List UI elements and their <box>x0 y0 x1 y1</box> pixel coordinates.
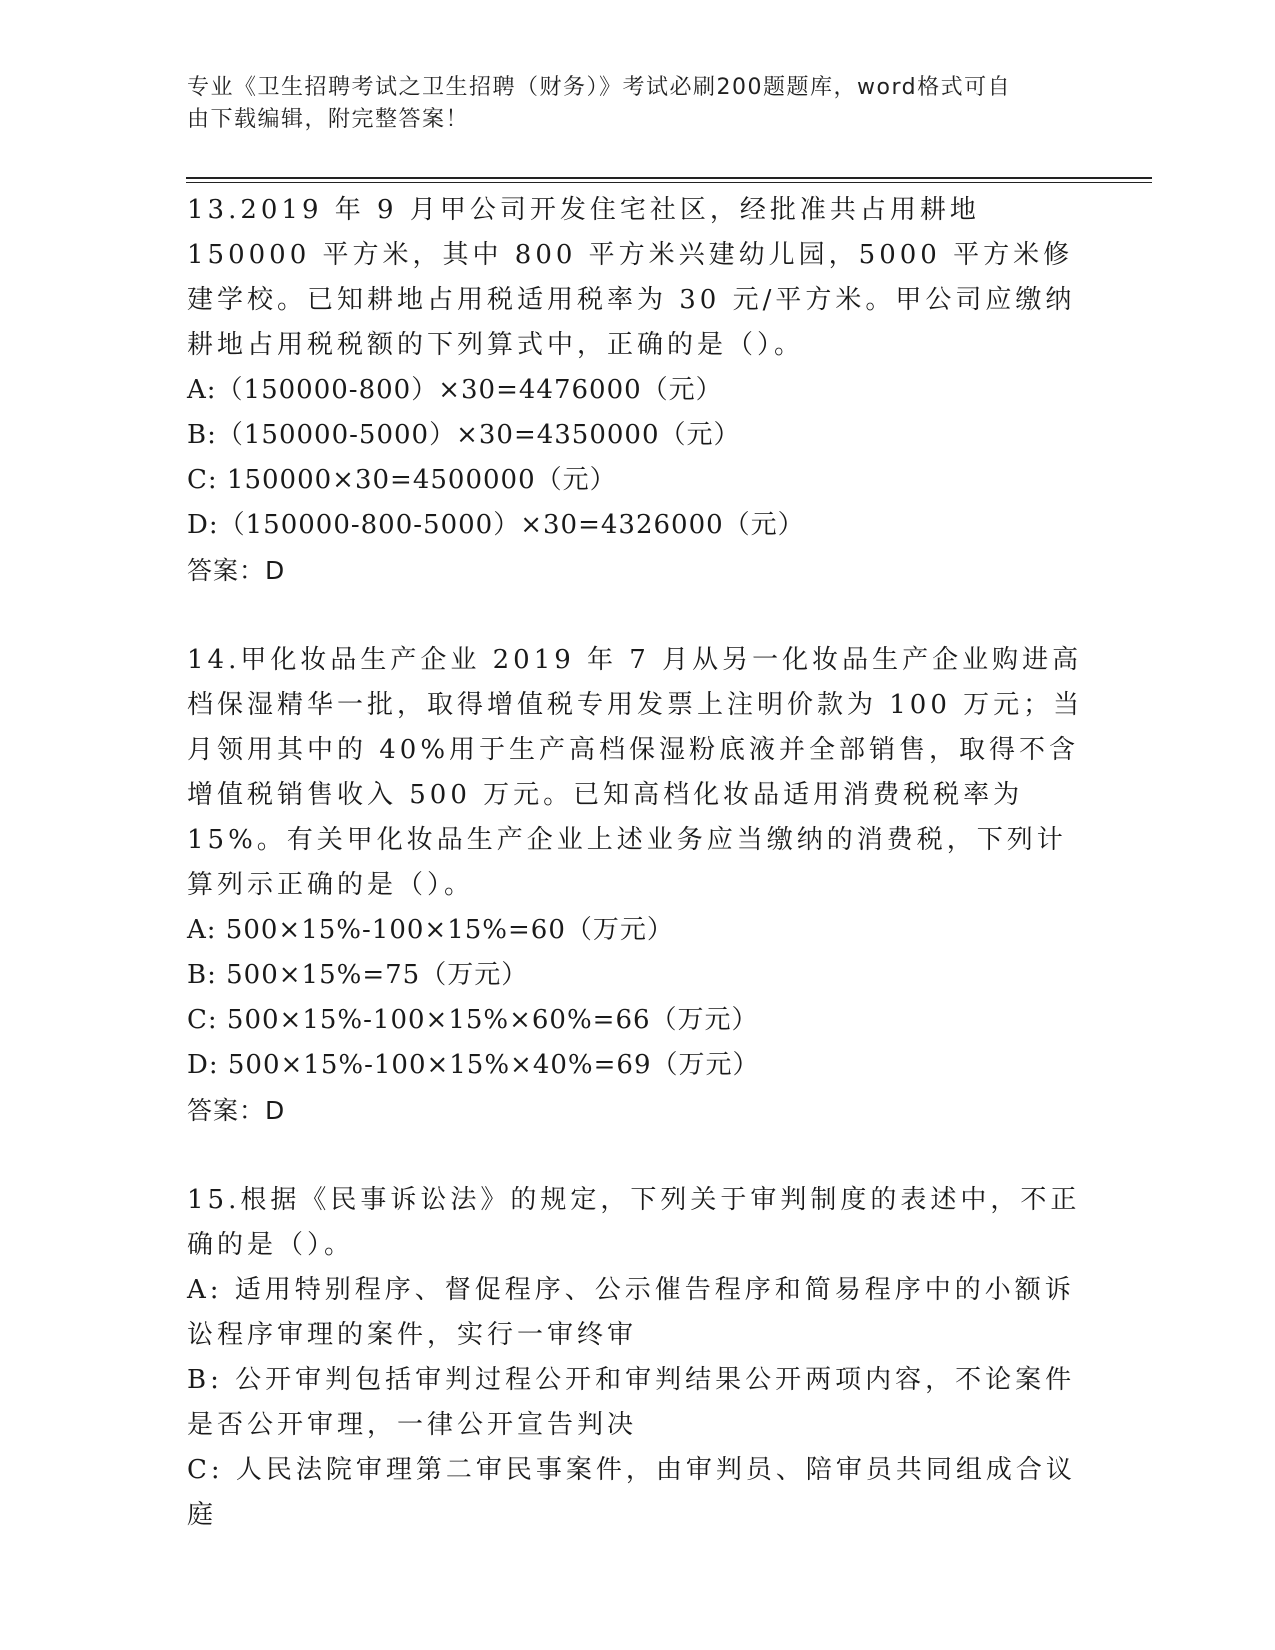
question-14 <box>187 638 1087 1133</box>
option-a: A: 500×15%-100×15%=60（万元） <box>187 915 674 945</box>
question-text: 13.2019 年 9 月甲公司开发住宅社区，经批准共占用耕地 150000 平方米，其中 800 平方米兴建幼儿园，5000 平方米修建学校。已知耕地占用税适用税率为 30 元/平方米。甲公司应缴纳耕地占用税税额的下列算式中，正确的是（）。 <box>187 195 1076 360</box>
option-b: B: 公开审判包括审判过程公开和审判结果公开两项内容，不论案件是否公开审理，一律公开宣告判决 <box>187 1365 1076 1440</box>
header-rule-thick <box>186 177 1152 179</box>
option-c: C: 人民法院审理第二审民事案件，由审判员、陪审员共同组成合议庭 <box>187 1455 1076 1530</box>
question-15 <box>187 1178 1087 1538</box>
question-text: 14.甲化妆品生产企业 2019 年 7 月从另一化妆品生产企业购进高档保湿精华一批，取得增值税专用发票上注明价款为 100 万元；当月领用其中的 40%用于生产高档保湿粉底液并全部销售，取得不含增值税销售收入 500 万元。已知高档化妆品适用消费税税率为 15%。有关甲化妆品生产企业上述业务应当缴纳的消费税，下列计算列示正确的是（）。 <box>187 645 1084 900</box>
document-header <box>187 72 1067 136</box>
option-c: C: 150000×30=4500000（元） <box>187 465 617 495</box>
header-line-2: 由下载编辑，附完整答案！ <box>187 107 470 132</box>
option-b: B: 500×15%=75（万元） <box>187 960 529 990</box>
option-d: D: 500×15%-100×15%×40%=69（万元） <box>187 1050 760 1080</box>
question-text: 15.根据《民事诉讼法》的规定，下列关于审判制度的表述中，不正确的是（）。 <box>187 1185 1081 1260</box>
option-a: A:（150000-800）×30=4476000（元） <box>187 375 723 405</box>
question-spacer <box>187 1133 1087 1178</box>
question-list <box>187 188 1087 1538</box>
option-a: A: 适用特别程序、督促程序、公示催告程序和简易程序中的小额诉讼程序审理的案件，实行一审终审 <box>187 1275 1075 1350</box>
answer-line: 答案：D <box>187 556 286 585</box>
option-b: B:（150000-5000）×30=4350000（元） <box>187 420 741 450</box>
header-rule-thin <box>186 182 1152 183</box>
option-d: D:（150000-800-5000）×30=4326000（元） <box>187 510 805 540</box>
option-c: C: 500×15%-100×15%×60%=66（万元） <box>187 1005 759 1035</box>
header-line-1: 专业《卫生招聘考试之卫生招聘（财务）》考试必刷200题题库，word格式可自 <box>187 75 1012 100</box>
question-spacer <box>187 593 1087 638</box>
answer-line: 答案：D <box>187 1096 286 1125</box>
question-13 <box>187 188 1087 593</box>
